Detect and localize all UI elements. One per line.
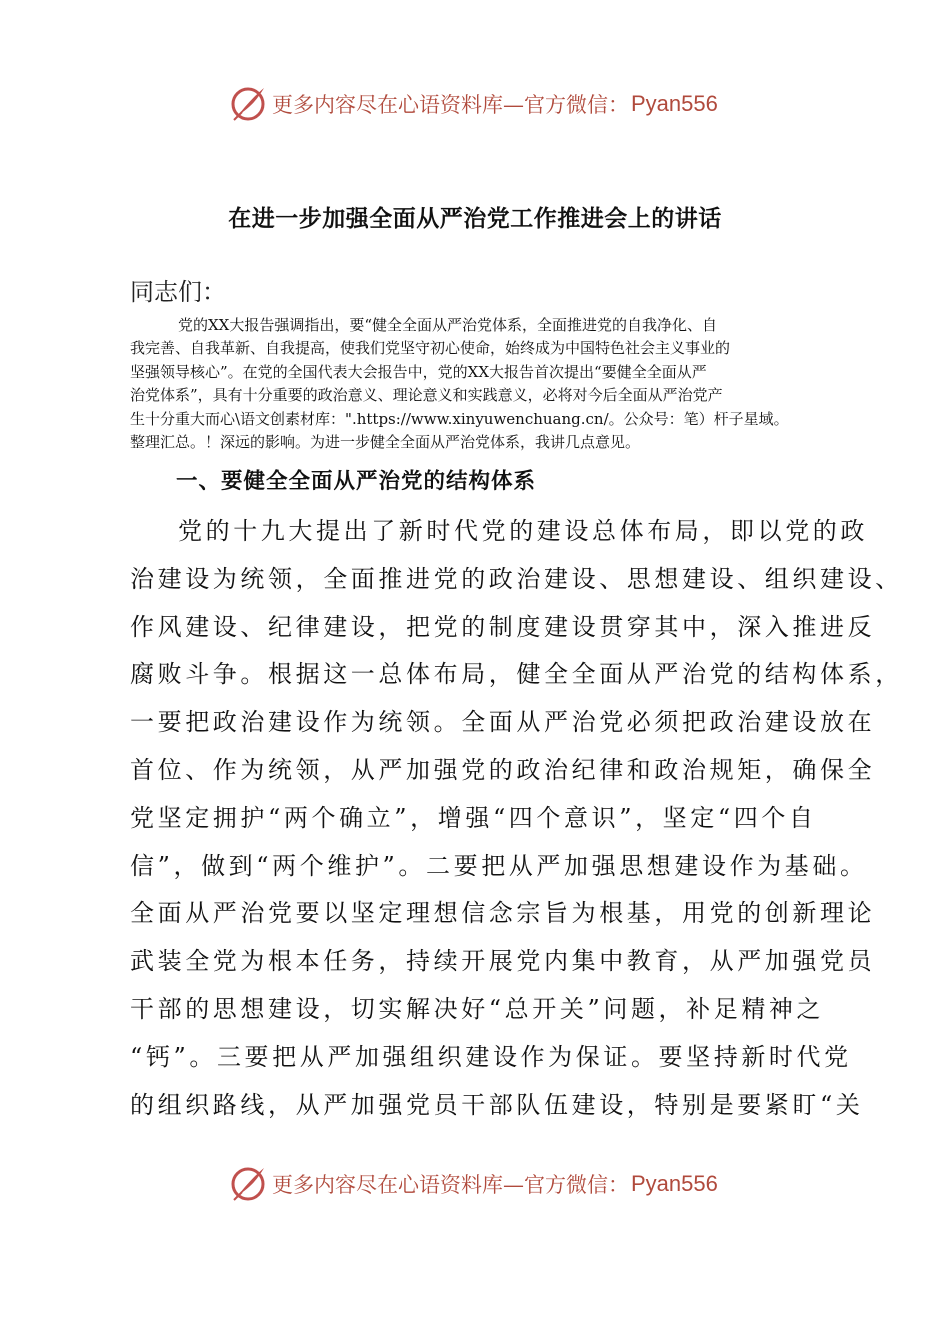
- body-line: 一要把政治建设作为统领。全面从严治党必须把政治建设放在: [130, 708, 876, 737]
- intro-line: 生十分重大而心\语文创素材库：".https://www.xinyuwenchuang.cn/。公众号：笔）杆子星域。: [130, 409, 789, 428]
- body-line: 武装全党为根本任务，持续开展党内集中教育，从严加强党员: [130, 947, 876, 976]
- body-line: 的组织路线，从严加强党员干部队伍建设，特别是要紧盯“关: [130, 1090, 864, 1119]
- quill-logo-icon: [228, 84, 268, 124]
- body-line: 党坚定拥护“两个确立”，增强“四个意识”，坚定“四个自: [130, 803, 817, 832]
- body-line: 首位、作为统领，从严加强党的政治纪律和政治规矩，确保全: [130, 755, 876, 784]
- intro-line: 整理汇总。！深远的影响。为进一步健全全面从严治党体系，我讲几点意见。: [130, 433, 641, 452]
- footer-banner-wechat-id: Pyan556: [631, 1171, 718, 1196]
- body-line: 作风建设、纪律建设，把党的制度建设贯穿其中，深入推进反: [130, 612, 876, 641]
- body-paragraph: [130, 508, 903, 1129]
- body-line: 全面从严治党要以坚定理想信念宗旨为根基，用党的创新理论: [130, 899, 876, 928]
- header-banner-text: 更多内容尽在心语资料库—官方微信：: [272, 93, 629, 117]
- intro-line: 坚强领导核心”。在党的全国代表大会报告中，党的XX大报告首次提出“要健全全面从严: [130, 362, 707, 381]
- salutation: 同志们：: [130, 278, 226, 306]
- body-line: 信”，做到“两个维护”。二要把从严加强思想建设作为基础。: [130, 851, 868, 880]
- body-line: “钙”。三要把从严加强组织建设作为保证。要坚持新时代党: [130, 1042, 852, 1071]
- section-heading: 一、要健全全面从严治党的结构体系: [176, 469, 537, 494]
- body-line: 腐败斗争。根据这一总体布局，健全全面从严治党的结构体系，: [130, 660, 903, 689]
- intro-line: 党的XX大报告强调指出，要“健全全面从严治党体系，全面推进党的自我净化、自: [178, 316, 718, 334]
- intro-line: 治党体系”，具有十分重要的政治意义、理论意义和实践意义，必将对今后全面从严治党产: [130, 386, 723, 405]
- body-line: 党的十九大提出了新时代党的建设总体布局，即以党的政: [178, 517, 868, 545]
- footer-banner-text: 更多内容尽在心语资料库—官方微信：: [272, 1173, 629, 1197]
- document-title: 在进一步加强全面从严治党工作推进会上的讲话: [228, 206, 722, 232]
- quill-logo-icon: [228, 1164, 268, 1204]
- body-line: 治建设为统领，全面推进党的政治建设、思想建设、组织建设、: [130, 564, 903, 593]
- header-banner-wechat-id: Pyan556: [631, 91, 718, 116]
- header-banner: [228, 84, 748, 124]
- body-line: 干部的思想建设，切实解决好“总开关”问题，补足精神之: [130, 994, 825, 1023]
- footer-banner: [228, 1164, 748, 1204]
- intro-line: 我完善、自我革新、自我提高，使我们党坚守初心使命，始终成为中国特色社会主义事业的: [130, 339, 731, 358]
- intro-paragraph: [130, 314, 850, 454]
